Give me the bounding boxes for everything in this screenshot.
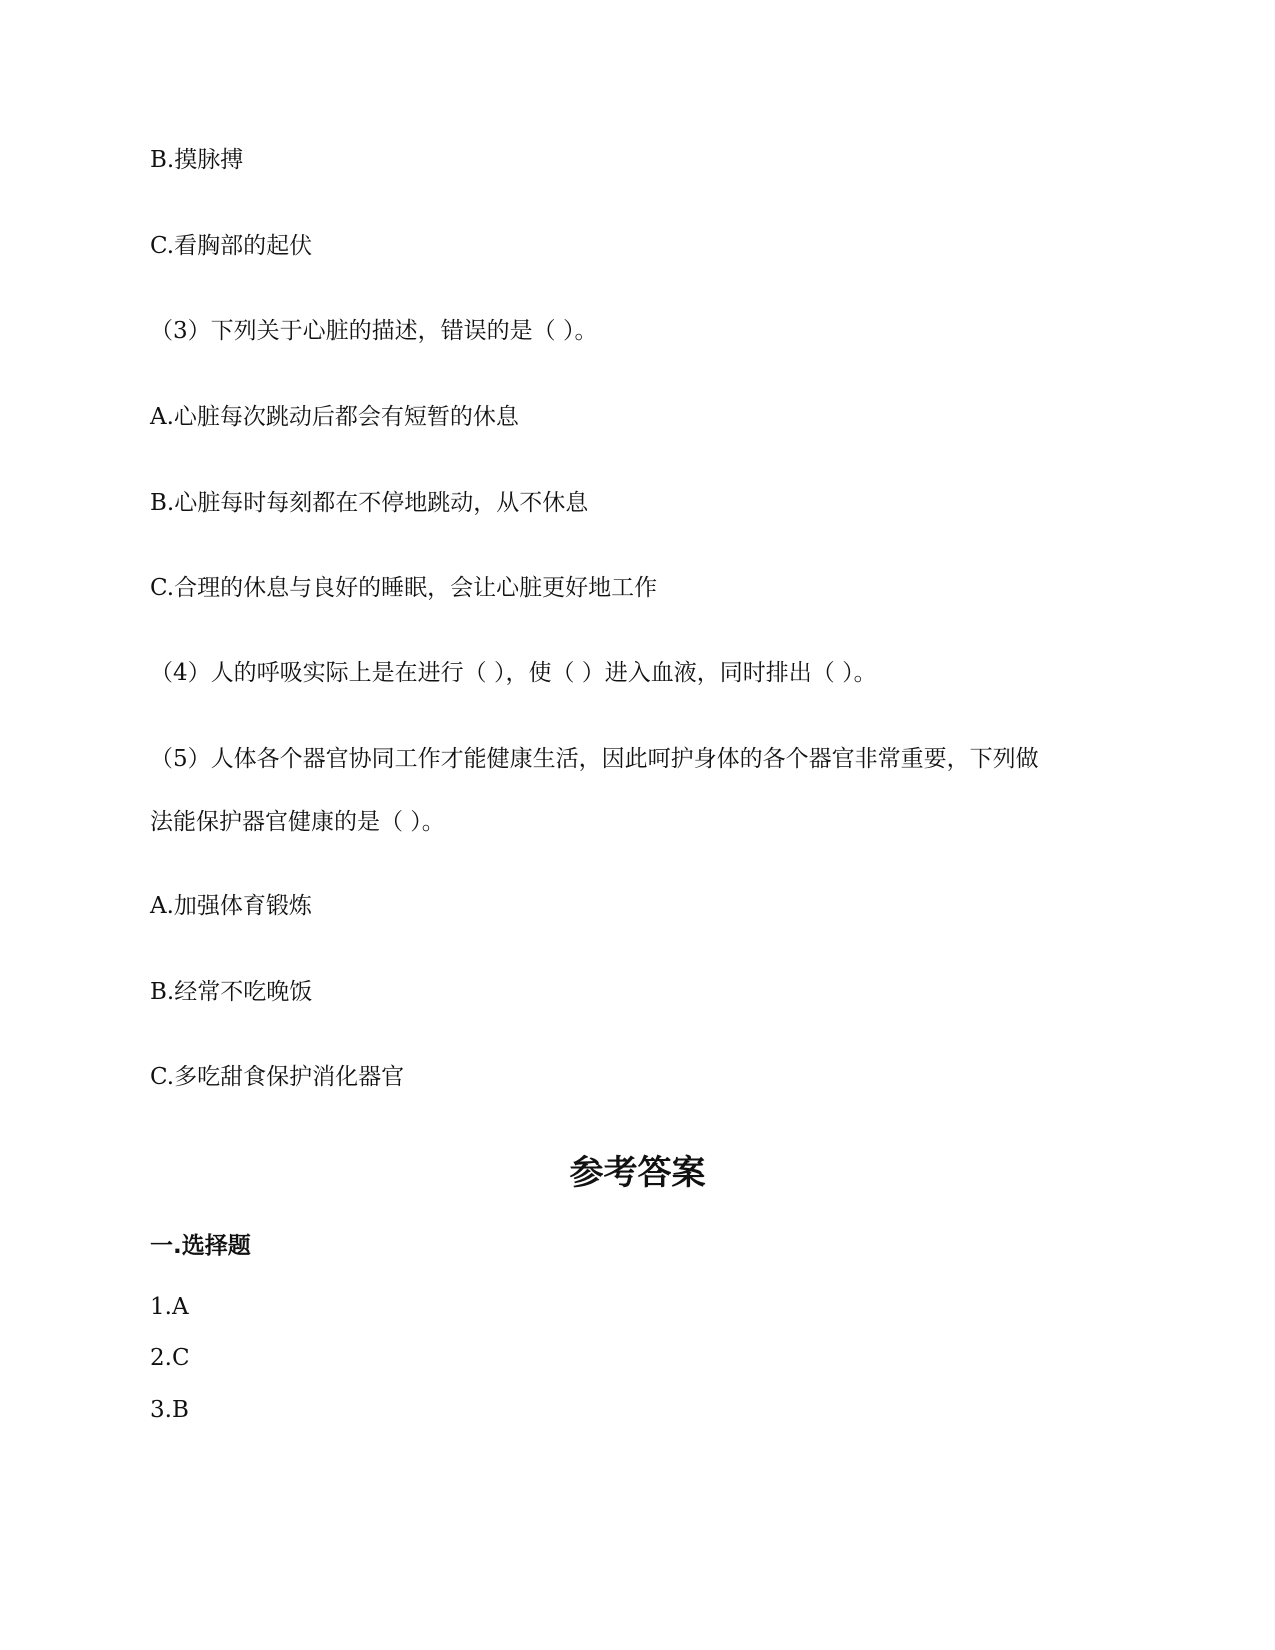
q3-stem: （3）下列关于心脏的描述，错误的是（ ）。 bbox=[150, 318, 598, 344]
q2-option-b: B.摸脉搏 bbox=[150, 147, 244, 173]
q5-stem-line-2: 法能保护器官健康的是（ ）。 bbox=[150, 809, 445, 835]
answer-key-title: 参考答案 bbox=[569, 1153, 706, 1193]
q3-option-c: C.合理的休息与良好的睡眠，会让心脏更好地工作 bbox=[150, 575, 658, 601]
q5-stem-line-1: （5）人体各个器官协同工作才能健康生活，因此呵护身体的各个器官非常重要，下列做 bbox=[150, 746, 1039, 772]
q5-option-c: C.多吃甜食保护消化器官 bbox=[150, 1064, 405, 1090]
q3-option-a: A.心脏每次跳动后都会有短暂的休息 bbox=[150, 404, 519, 430]
q3-option-b: B.心脏每时每刻都在不停地跳动，从不休息 bbox=[150, 490, 589, 516]
q4-stem: （4）人的呼吸实际上是在进行（ ），使（ ）进入血液，同时排出（ ）。 bbox=[150, 660, 877, 686]
answer-item: 3.B bbox=[150, 1397, 189, 1423]
answer-section-title: 一.选择题 bbox=[150, 1233, 251, 1259]
answer-item: 2.C bbox=[150, 1345, 190, 1371]
q2-option-c: C.看胸部的起伏 bbox=[150, 233, 313, 259]
answer-item: 1.A bbox=[150, 1294, 189, 1320]
q5-option-a: A.加强体育锻炼 bbox=[150, 893, 312, 919]
q5-option-b: B.经常不吃晚饭 bbox=[150, 979, 313, 1005]
